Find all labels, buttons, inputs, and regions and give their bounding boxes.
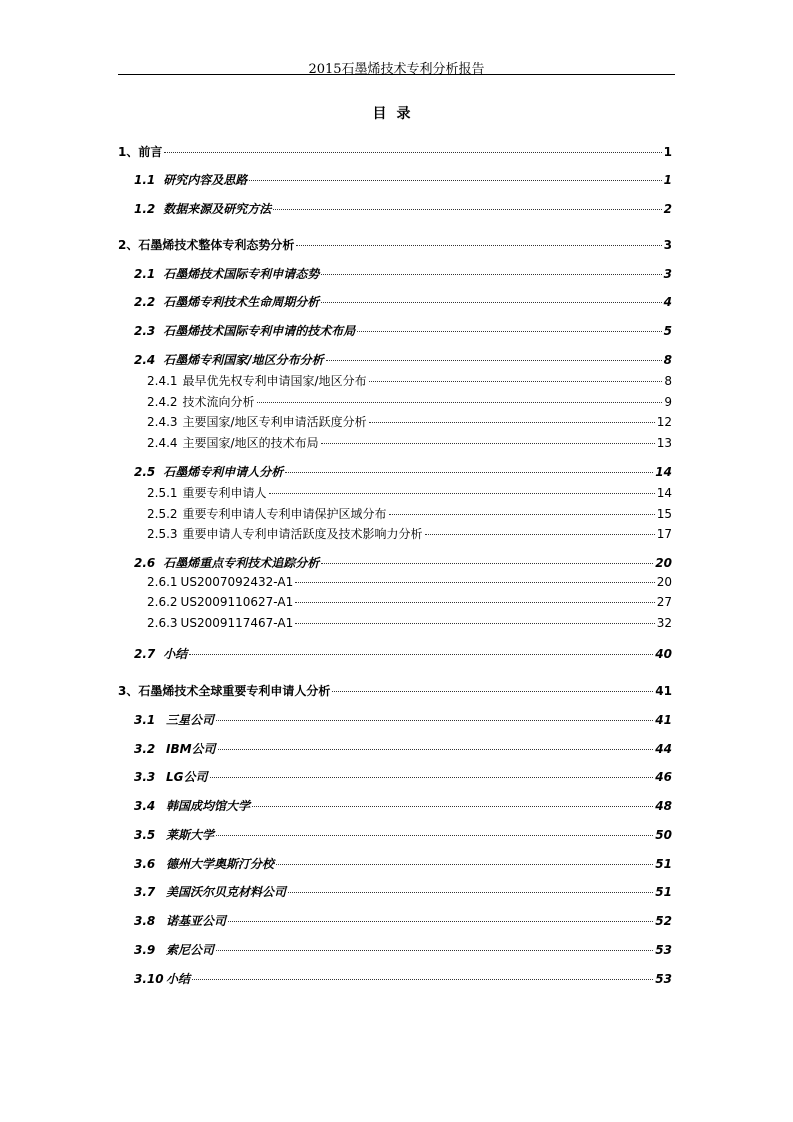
- toc-entry[interactable]: [0, 293, 793, 313]
- toc-entry-number: 2.5.1: [147, 486, 178, 500]
- toc-leader-dots: [249, 180, 661, 181]
- toc-leader-dots: [257, 402, 663, 403]
- toc-entry-page: 41: [655, 713, 672, 727]
- toc-entry[interactable]: [0, 434, 793, 454]
- toc-entry-number: 2.2: [134, 295, 156, 309]
- toc-entry-text: US2009117467-A1: [180, 616, 294, 630]
- toc-entry-page: 44: [655, 742, 672, 756]
- toc-entry[interactable]: [0, 740, 793, 760]
- toc-entry-text: 小结: [163, 647, 188, 661]
- toc-entry-number: 2.5.3: [147, 527, 178, 541]
- toc-entry-text: 重要专利申请人: [182, 486, 267, 500]
- toc-entry-text: 石墨烯技术国际专利申请态势: [163, 267, 320, 281]
- toc-leader-dots: [295, 623, 655, 624]
- toc-entry[interactable]: [0, 171, 793, 191]
- toc-leader-dots: [210, 777, 654, 778]
- toc-entry-page: 51: [655, 857, 672, 871]
- toc-entry-text: 主要国家/地区的技术布局: [182, 436, 319, 450]
- toc-leader-dots: [276, 864, 653, 865]
- toc-entry[interactable]: [0, 970, 793, 990]
- toc-leader-dots: [321, 302, 661, 303]
- toc-entry-number: 2.1: [134, 267, 156, 281]
- toc-entry-number: 3.7: [134, 885, 156, 899]
- toc-entry-page: 32: [656, 616, 672, 630]
- toc-entry[interactable]: [0, 912, 793, 932]
- toc-entry-number: 3.8: [134, 914, 156, 928]
- toc-leader-dots: [296, 245, 661, 246]
- toc-entry-number: 2.6.1: [147, 575, 178, 589]
- toc-entry-page: 3: [663, 238, 672, 252]
- toc-entry[interactable]: [0, 682, 793, 702]
- toc-entry[interactable]: [0, 883, 793, 903]
- toc-entry-number: 3.6: [134, 857, 156, 871]
- toc-entry-text: US2007092432-A1: [180, 575, 294, 589]
- toc-entry-number: 2、: [118, 238, 139, 252]
- toc-leader-dots: [252, 806, 653, 807]
- toc-entry-page: 20: [656, 575, 672, 589]
- toc-entry[interactable]: [0, 505, 793, 525]
- toc-entry-page: 8: [663, 353, 672, 367]
- toc-entry-text: 研究内容及思路: [163, 173, 248, 187]
- toc-entry-number: 3.10: [134, 972, 164, 986]
- toc-entry-text: 石墨烯专利技术生命周期分析: [163, 295, 320, 309]
- toc-entry[interactable]: [0, 463, 793, 483]
- toc-entry-page: 15: [656, 507, 672, 521]
- toc-entry-number: 3.4: [134, 799, 156, 813]
- toc-entry-page: 3: [663, 267, 672, 281]
- toc-entry-text: 索尼公司: [166, 943, 215, 957]
- toc-entry-number: 3、: [118, 684, 139, 698]
- toc-entry-number: 1.1: [134, 173, 156, 187]
- toc-entry-page: 4: [663, 295, 672, 309]
- toc-entry[interactable]: [0, 797, 793, 817]
- toc-entry[interactable]: [0, 236, 793, 256]
- toc-entry[interactable]: [0, 322, 793, 342]
- toc-leader-dots: [295, 582, 655, 583]
- toc-entry-page: 17: [656, 527, 672, 541]
- toc-entry-text: 石墨烯技术整体专利态势分析: [138, 238, 295, 252]
- toc-entry-number: 2.4.3: [147, 415, 178, 429]
- toc-entry-number: 3.3: [134, 770, 156, 784]
- toc-entry-page: 5: [663, 324, 672, 338]
- toc-leader-dots: [326, 360, 662, 361]
- toc-entry-text: 石墨烯重点专利技术追踪分析: [163, 556, 320, 570]
- toc-leader-dots: [369, 422, 655, 423]
- toc-leader-dots: [216, 835, 653, 836]
- toc-leader-dots: [321, 443, 655, 444]
- toc-leader-dots: [425, 534, 655, 535]
- toc-entry[interactable]: [0, 768, 793, 788]
- toc-entry-number: 1、: [118, 145, 139, 159]
- toc-entry-page: 1: [663, 173, 672, 187]
- toc-entry-number: 2.4.2: [147, 395, 178, 409]
- toc-entry-text: 主要国家/地区专利申请活跃度分析: [182, 415, 367, 429]
- toc-leader-dots: [389, 514, 655, 515]
- toc-entry[interactable]: [0, 200, 793, 220]
- toc-entry-page: 14: [656, 486, 672, 500]
- toc-entry[interactable]: [0, 484, 793, 504]
- toc-entry-text: 诺基亚公司: [166, 914, 227, 928]
- toc-entry-text: 石墨烯技术国际专利申请的技术布局: [163, 324, 356, 338]
- toc-entry-page: 40: [655, 647, 672, 661]
- toc-entry[interactable]: [0, 711, 793, 731]
- toc-entry[interactable]: [0, 554, 793, 574]
- toc-leader-dots: [285, 472, 653, 473]
- toc-entry-text: LG公司: [166, 770, 208, 784]
- toc-entry-page: 48: [655, 799, 672, 813]
- toc-leader-dots: [216, 950, 653, 951]
- toc-entry-number: 2.4.1: [147, 374, 178, 388]
- toc-entry-text: 数据来源及研究方法: [163, 202, 272, 216]
- toc-entry-number: 2.4.4: [147, 436, 178, 450]
- toc-entry-text: US2009110627-A1: [180, 595, 294, 609]
- header-rule: [118, 74, 675, 75]
- toc-entry[interactable]: [0, 413, 793, 433]
- toc-entry[interactable]: [0, 595, 793, 615]
- toc-entry-number: 2.6.3: [147, 616, 178, 630]
- toc-entry-page: 20: [655, 556, 672, 570]
- page-header-title: 2015石墨烯技术专利分析报告: [308, 62, 485, 77]
- toc-entry[interactable]: [0, 826, 793, 846]
- toc-entry-page: 46: [655, 770, 672, 784]
- toc-entry[interactable]: [0, 855, 793, 875]
- toc-entry[interactable]: [0, 393, 793, 413]
- toc-entry-text: 德州大学奥斯汀分校: [166, 857, 275, 871]
- toc-leader-dots: [218, 749, 654, 750]
- toc-entry-text: 石墨烯专利申请人分析: [163, 465, 284, 479]
- toc-leader-dots: [357, 331, 661, 332]
- toc-entry[interactable]: [0, 575, 793, 595]
- toc-entry-page: 8: [664, 374, 672, 388]
- toc-entry-text: 重要专利申请人专利申请保护区域分布: [182, 507, 387, 521]
- toc-entry-number: 2.5: [134, 465, 156, 479]
- toc-entry-page: 51: [655, 885, 672, 899]
- toc-entry-number: 2.3: [134, 324, 156, 338]
- toc-entry-page: 53: [655, 972, 672, 986]
- toc-entry-text: 技术流向分析: [182, 395, 255, 409]
- toc-title: 目录: [372, 106, 421, 122]
- toc-entry-number: 3.1: [134, 713, 156, 727]
- toc-entry-page: 50: [655, 828, 672, 842]
- toc-leader-dots: [332, 691, 653, 692]
- toc-entry-number: 3.9: [134, 943, 156, 957]
- toc-entry-number: 2.7: [134, 647, 156, 661]
- toc-entry-page: 12: [656, 415, 672, 429]
- toc-leader-dots: [295, 602, 655, 603]
- toc-entry-number: 2.5.2: [147, 507, 178, 521]
- toc-leader-dots: [321, 563, 653, 564]
- toc-entry-text: 小结: [166, 972, 191, 986]
- toc-leader-dots: [288, 892, 653, 893]
- toc-entry-text: 莱斯大学: [166, 828, 215, 842]
- toc-leader-dots: [228, 921, 653, 922]
- toc-leader-dots: [189, 654, 653, 655]
- toc-entry-text: IBM公司: [166, 742, 216, 756]
- toc-entry[interactable]: [0, 616, 793, 636]
- toc-entry-page: 9: [664, 395, 672, 409]
- toc-entry[interactable]: [0, 265, 793, 285]
- toc-entry-page: 27: [656, 595, 672, 609]
- toc-entry-text: 重要申请人专利申请活跃度及技术影响力分析: [182, 527, 423, 541]
- toc-leader-dots: [273, 209, 661, 210]
- toc-leader-dots: [321, 274, 661, 275]
- toc-entry-page: 2: [663, 202, 672, 216]
- toc-leader-dots: [216, 720, 653, 721]
- toc-entry-number: 3.5: [134, 828, 156, 842]
- toc-entry-text: 石墨烯专利国家/地区分布分析: [163, 353, 324, 367]
- toc-entry-text: 三星公司: [166, 713, 215, 727]
- toc-entry-number: 3.2: [134, 742, 156, 756]
- toc-entry-page: 52: [655, 914, 672, 928]
- toc-entry-text: 最早优先权专利申请国家/地区分布: [182, 374, 367, 388]
- toc-entry[interactable]: [0, 372, 793, 392]
- toc-entry-page: 41: [655, 684, 672, 698]
- toc-entry-text: 美国沃尔贝克材料公司: [166, 885, 287, 899]
- toc-entry-page: 14: [655, 465, 672, 479]
- toc-leader-dots: [369, 381, 663, 382]
- toc-leader-dots: [192, 979, 653, 980]
- toc-entry[interactable]: [0, 351, 793, 371]
- toc-entry-number: 2.6.2: [147, 595, 178, 609]
- toc-entry-text: 石墨烯技术全球重要专利申请人分析: [138, 684, 331, 698]
- toc-leader-dots: [164, 152, 661, 153]
- toc-entry[interactable]: [0, 645, 793, 665]
- toc-entry[interactable]: [0, 941, 793, 961]
- toc-entry-page: 1: [663, 145, 672, 159]
- toc-leader-dots: [269, 493, 655, 494]
- toc-entry-number: 2.6: [134, 556, 156, 570]
- toc-entry[interactable]: [0, 525, 793, 545]
- toc-entry-page: 13: [656, 436, 672, 450]
- toc-entry[interactable]: [0, 143, 793, 163]
- toc-entry-page: 53: [655, 943, 672, 957]
- toc-entry-number: 1.2: [134, 202, 156, 216]
- toc-entry-text: 韩国成均馆大学: [166, 799, 251, 813]
- toc-entry-number: 2.4: [134, 353, 156, 367]
- toc-entry-text: 前言: [138, 145, 163, 159]
